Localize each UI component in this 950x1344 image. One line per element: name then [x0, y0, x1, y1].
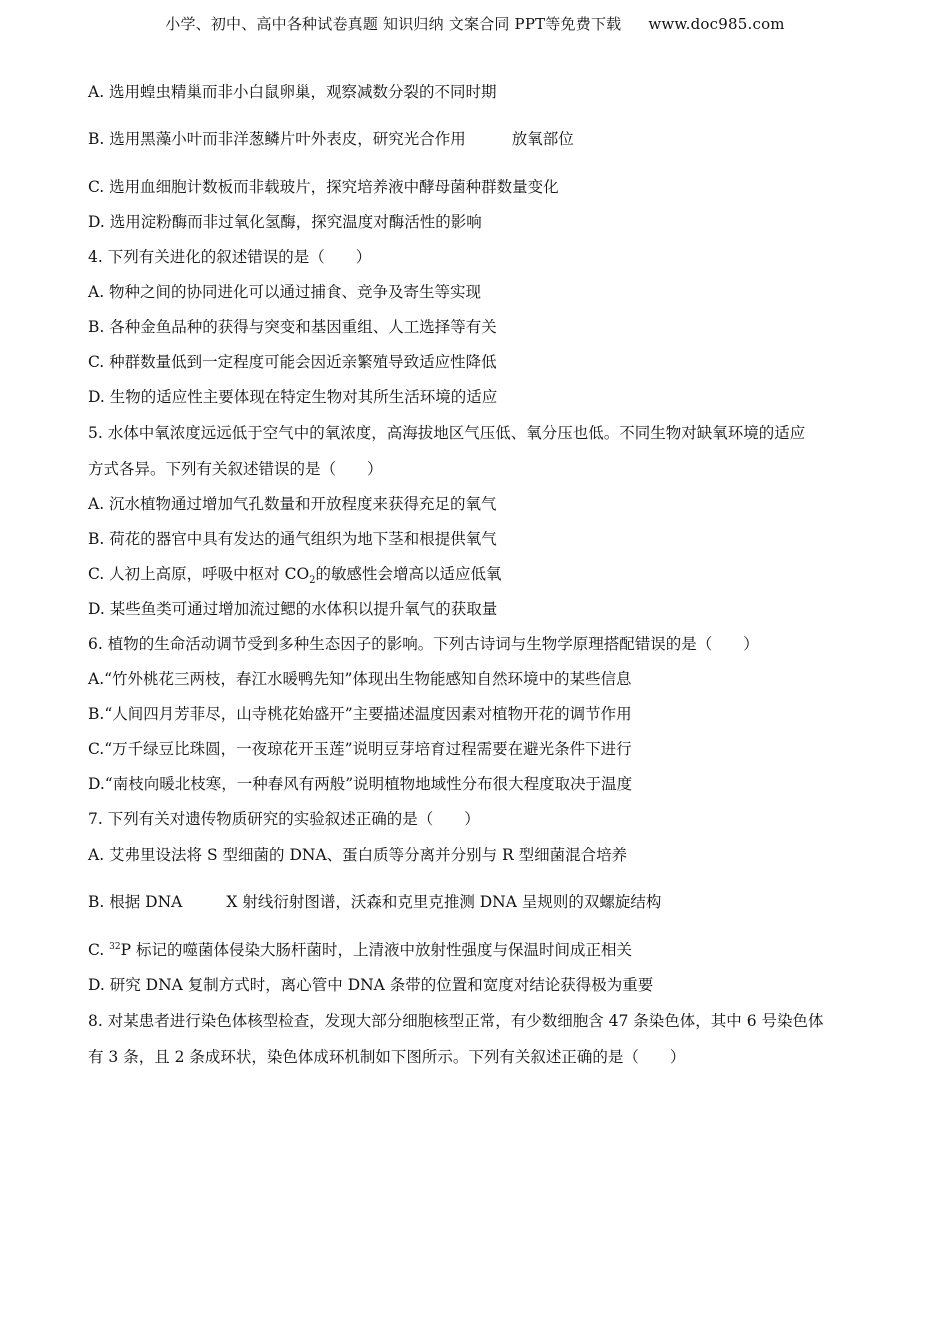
option-b-q7 [88, 892, 661, 912]
option-a-q5: A. 沉水植物通过增加气孔数量和开放程度来获得充足的氧气 [88, 495, 497, 513]
option-c-q7 [88, 940, 632, 960]
option-b-q3-main: B. 选用黑藻小叶而非洋葱鳞片叶外表皮，研究光合作用 [88, 130, 466, 148]
question-8-line1: 8. 对某患者进行染色体核型检查，发现大部分细胞核型正常，有少数细胞含 47 条染色体，其中 6 号染色体 [88, 1012, 824, 1030]
header-url[interactable]: www.doc985.com [648, 15, 785, 33]
question-8-line2: 有 3 条，且 2 条成环状，染色体成环机制如下图所示。下列有关叙述正确的是（ ） [88, 1048, 686, 1066]
option-b-q7-pre: B. 根据 DNA [88, 893, 183, 911]
option-a-q6: A.“竹外桃花三两枝，春江水暖鸭先知”体现出生物能感知自然环境中的某些信息 [88, 670, 632, 688]
option-c-q7-post: P 标记的噬菌体侵染大肠杆菌时，上清液中放射性强度与保温时间成正相关 [120, 941, 632, 959]
header-text: 小学、初中、高中各种试卷真题 知识归纳 文案合同 PPT等免费下载 [165, 15, 622, 33]
option-c-q5-pre: C. 人初上高原，呼吸中枢对 CO [88, 565, 310, 583]
option-a-q3: A. 选用蝗虫精巢而非小白鼠卵巢，观察减数分裂的不同时期 [88, 83, 497, 101]
co2-subscript: 2 [309, 575, 316, 587]
option-b-q3-tail: 放氧部位 [511, 130, 574, 148]
question-6: 6. 植物的生命活动调节受到多种生态因子的影响。下列古诗词与生物学原理搭配错误的是（ ） [88, 635, 759, 653]
option-c-q7-pre: C. [88, 941, 110, 959]
option-c-q5-post: 的敏感性会增高以适应低氧 [315, 565, 502, 583]
option-d-q6: D.“南枝向暖北枝寒，一种春风有两般”说明植物地域性分布很大程度取决于温度 [88, 775, 633, 793]
option-a-q4: A. 物种之间的协同进化可以通过捕食、竞争及寄生等实现 [88, 283, 482, 301]
option-d-q7: D. 研究 DNA 复制方式时，离心管中 DNA 条带的位置和宽度对结论获得极为重要 [88, 976, 654, 994]
option-c-q5 [88, 564, 502, 587]
option-a-q7: A. 艾弗里设法将 S 型细菌的 DNA、蛋白质等分离并分别与 R 型细菌混合培养 [88, 846, 628, 864]
question-5-line1: 5. 水体中氧浓度远远低于空气中的氧浓度，高海拔地区气压低、氧分压也低。不同生物对缺氧环境的适应 [88, 424, 806, 442]
question-4: 4. 下列有关进化的叙述错误的是（ ） [88, 248, 372, 266]
option-c-q6: C.“万千绿豆比珠圆，一夜琼花开玉莲”说明豆芽培育过程需要在避光条件下进行 [88, 740, 632, 758]
option-b-q6: B.“人间四月芳菲尽，山寺桃花始盛开”主要描述温度因素对植物开花的调节作用 [88, 705, 632, 723]
question-7: 7. 下列有关对遗传物质研究的实验叙述正确的是（ ） [88, 810, 480, 828]
question-5-line2: 方式各异。下列有关叙述错误的是（ ） [88, 460, 383, 478]
option-b-q7-post: X 射线衍射图谱，沃森和克里克推测 DNA 呈规则的双螺旋结构 [226, 893, 662, 911]
page-header [0, 13, 950, 34]
option-d-q5: D. 某些鱼类可通过增加流过鳃的水体积以提升氧气的获取量 [88, 600, 498, 618]
option-b-q4: B. 各种金鱼品种的获得与突变和基因重组、人工选择等有关 [88, 318, 497, 336]
option-c-q4: C. 种群数量低到一定程度可能会因近亲繁殖导致适应性降低 [88, 353, 497, 371]
option-d-q4: D. 生物的适应性主要体现在特定生物对其所生活环境的适应 [88, 388, 498, 406]
option-d-q3: D. 选用淀粉酶而非过氧化氢酶，探究温度对酶活性的影响 [88, 213, 482, 231]
p32-superscript: 32 [109, 941, 121, 952]
option-b-q3 [88, 129, 574, 149]
option-b-q5: B. 荷花的器官中具有发达的通气组织为地下茎和根提供氧气 [88, 530, 497, 548]
option-c-q3: C. 选用血细胞计数板而非载玻片，探究培养液中酵母菌种群数量变化 [88, 178, 559, 196]
